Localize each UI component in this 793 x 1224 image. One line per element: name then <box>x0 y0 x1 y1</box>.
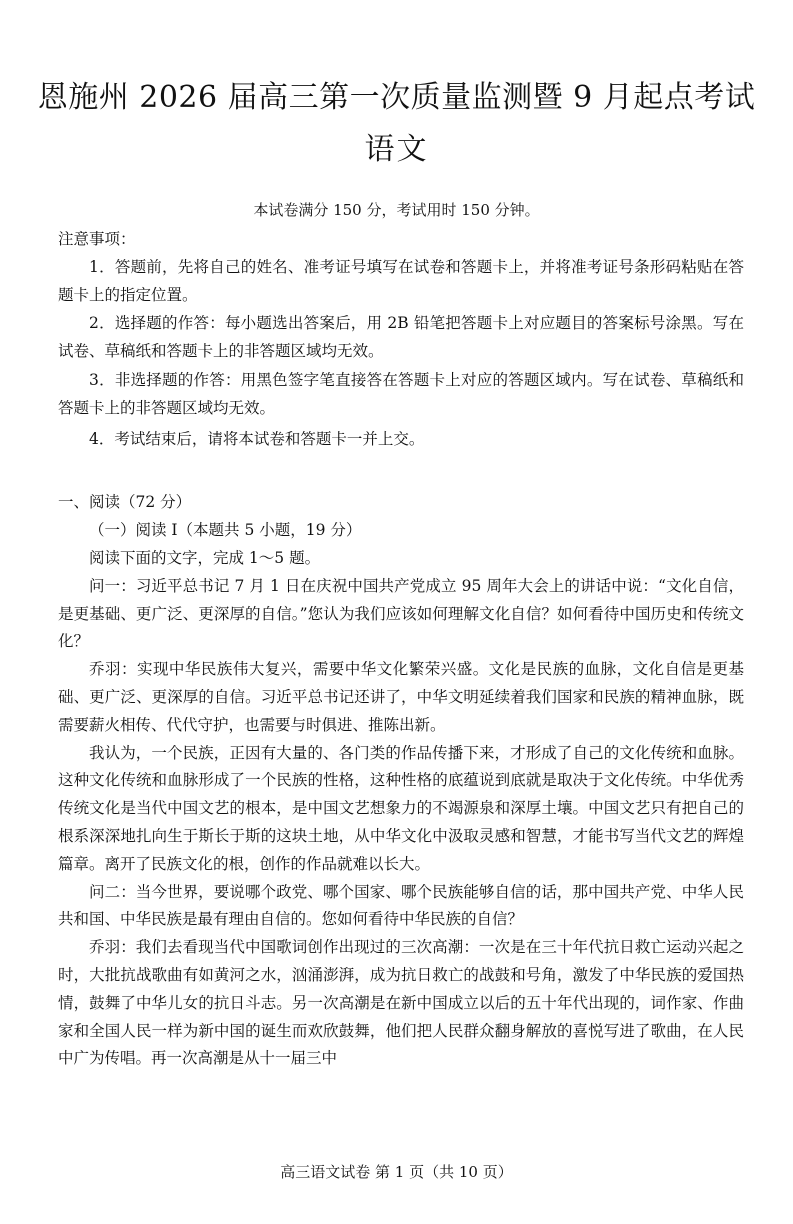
notice-item: 3．非选择题的作答：用黑色签字笔直接答在答题卡上对应的答题区域内。写在试卷、草稿纸和答题卡上的非答题区域均无效。 <box>58 370 744 417</box>
notice-item: 4．考试结束后，请将本试卷和答题卡一并上交。 <box>89 429 425 448</box>
passage-paragraph: 问一：习近平总书记 7 月 1 日在庆祝中国共产党成立 95 周年大会上的讲话中说：“文化自信，是更基础、更广泛、更深厚的自信。”您认为我们应该如何理解文化自信？如何看待中国历史和传统文化？ <box>58 576 744 651</box>
passage-paragraph: 问二：当今世界，要说哪个政党、哪个国家、哪个民族能够自信的话，那中国共产党、中华人民共和国、中华民族是最有理由自信的。您如何看待中华民族的自信？ <box>58 882 744 929</box>
page-footer: 高三语文试卷 第 1 页（共 10 页） <box>280 1163 513 1181</box>
section-heading: 一、阅读（72 分） <box>58 493 192 512</box>
passage-paragraph: 乔羽：我们去看现当代中国歌词创作出现过的三次高潮：一次是在三十年代抗日救亡运动兴起之时，大批抗战歌曲有如黄河之水，汹涌澎湃，成为抗日救亡的战鼓和号角，激发了中华民族的爱国热情，鼓舞了中华儿女的抗日斗志。另一次高潮是在新中国成立以后的五十年代出现的，词作家、作曲家和全国人民一样为新中国的诞生而欢欣鼓舞，他们把人民群众翻身解放的喜悦写进了歌曲，在人民中广为传唱。再一次高潮是从十一届三中 <box>58 938 744 1068</box>
passage-paragraph: 我认为，一个民族，正因有大量的、各门类的作品传播下来，才形成了自己的文化传统和血脉。这种文化传统和血脉形成了一个民族的性格，这种性格的底蕴说到底就是取决于文化传统。中华优秀传统文化是当代中国文艺的根本，是中国文艺想象力的不竭源泉和深厚土壤。中国文艺只有把自己的根系深深地扎向生于斯长于斯的这块土地，从中华文化中汲取灵感和智慧，才能书写当代文艺的辉煌篇章。离开了民族文化的根，创作的作品就难以长大。 <box>58 743 744 873</box>
reading-instruction: 阅读下面的文字，完成 1～5 题。 <box>89 548 321 567</box>
subject-title: 语文 <box>364 132 429 167</box>
passage-paragraph: 乔羽：实现中华民族伟大复兴，需要中华文化繁荣兴盛。文化是民族的血脉，文化自信是更基础、更广泛、更深厚的自信。习近平总书记还讲了，中华文明延续着我们国家和民族的精神血脉，既需要薪火相传、代代守护，也需要与时俱进、推陈出新。 <box>58 660 744 734</box>
exam-body <box>58 226 744 1073</box>
exam-title: 恩施州 2026 届高三第一次质量监测暨 9 月起点考试 <box>37 80 756 115</box>
notice-item: 2．选择题的作答：每小题选出答案后，用 2B 铅笔把答题卡上对应题目的答案标号涂黑。写在试卷、草稿纸和答题卡上的非答题区域均无效。 <box>58 314 744 361</box>
notice-heading: 注意事项： <box>58 230 136 248</box>
exam-info: 本试卷满分 150 分，考试用时 150 分钟。 <box>253 201 540 219</box>
notice-item: 1．答题前，先将自己的姓名、准考证号填写在试卷和答题卡上，并将准考证号条形码粘贴在答题卡上的指定位置。 <box>58 257 744 304</box>
section-subheading: （一）阅读 I（本题共 5 小题，19 分） <box>89 521 362 540</box>
